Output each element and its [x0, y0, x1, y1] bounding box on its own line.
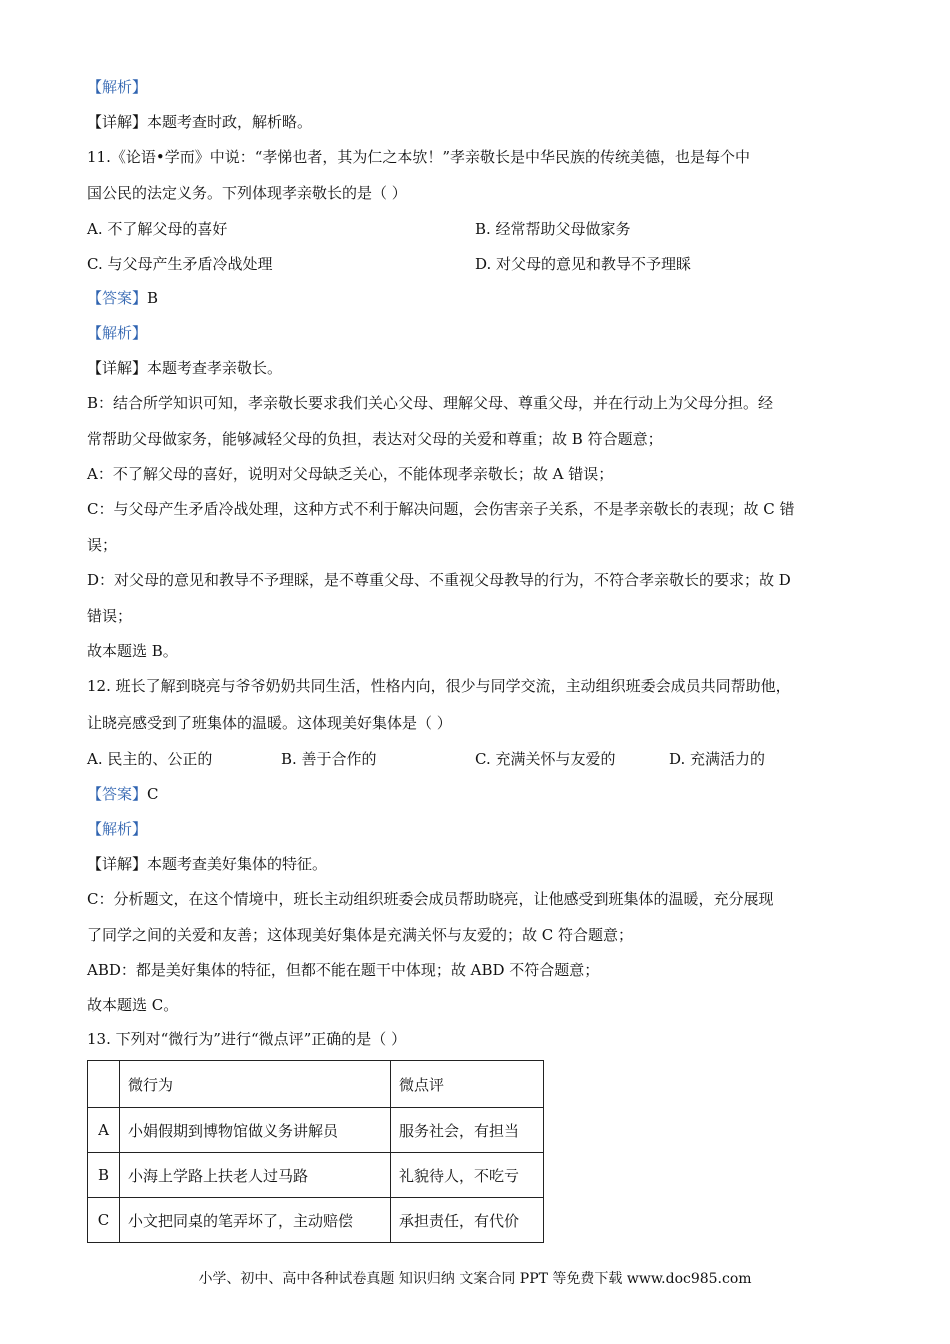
q12-explain-c-line1: C：分析题文，在这个情境中，班长主动组织班委会成员帮助晓亮，让他感受到班集体的温暖，充分展现: [87, 890, 774, 908]
q11-answer: [87, 287, 158, 309]
table-cell: 服务社会，有担当: [391, 1108, 544, 1153]
table-header-cell: 微点评: [391, 1061, 544, 1108]
q11-analysis-label: 【解析】: [87, 324, 148, 342]
table-row: [88, 1198, 544, 1243]
q11-stem-line2: 国公民的法定义务。下列体现孝亲敬长的是（ ）: [87, 184, 407, 202]
table-header-cell: [88, 1061, 120, 1108]
q11-answer-label: 【答案】: [87, 289, 148, 307]
q12-stem-line1: 12. 班长了解到晓亮与爷爷奶奶共同生活，性格内向，很少与同学交流，主动组织班委会成员共同帮助他，: [87, 677, 791, 695]
q13-table: [87, 1060, 544, 1243]
q11-option-d: D. 对父母的意见和教导不予理睬: [475, 255, 692, 273]
q11-option-c: C. 与父母产生矛盾冷战处理: [87, 255, 273, 273]
table-cell: A: [88, 1108, 120, 1153]
table-header-cell: 微行为: [120, 1061, 391, 1108]
table-header-row: [88, 1061, 544, 1108]
q12-explain-abd: ABD：都是美好集体的特征，但都不能在题干中体现；故 ABD 不符合题意；: [87, 961, 600, 979]
table-cell: 小娟假期到博物馆做义务讲解员: [120, 1108, 391, 1153]
q11-detail: 【详解】本题考查孝亲敬长。: [87, 359, 283, 377]
q11-explain-c-line2: 误；: [87, 536, 118, 554]
q12-explain-c-line2: 了同学之间的关爱和友善；这体现美好集体是充满关怀与友爱的；故 C 符合题意；: [87, 926, 634, 944]
q12-answer-label: 【答案】: [87, 785, 148, 803]
q11-option-b: B. 经常帮助父母做家务: [475, 220, 631, 238]
table-cell: 小海上学路上扶老人过马路: [120, 1153, 391, 1198]
q11-explain-b-line2: 常帮助父母做家务，能够减轻父母的负担，表达对父母的关爱和尊重；故 B 符合题意；: [87, 430, 663, 448]
table-row: [88, 1108, 544, 1153]
q12-detail: 【详解】本题考查美好集体的特征。: [87, 855, 328, 873]
table-cell: B: [88, 1153, 120, 1198]
q11-explain-a: A：不了解父母的喜好，说明对父母缺乏关心，不能体现孝亲敬长；故 A 错误；: [87, 465, 614, 483]
q11-conclusion: 故本题选 B。: [87, 642, 178, 660]
table-cell: C: [88, 1198, 120, 1243]
q11-stem-line1: 11.《论语•学而》中说：“孝悌也者，其为仁之本欤！”孝亲敬长是中华民族的传统美德，也是每个中: [87, 148, 751, 166]
q11-answer-value: B: [147, 289, 159, 307]
q10-detail: 【详解】本题考查时政，解析略。: [87, 113, 313, 131]
q12-option-b: B. 善于合作的: [281, 750, 377, 768]
q12-option-d: D. 充满活力的: [669, 750, 766, 768]
q11-explain-d-line1: D：对父母的意见和教导不予理睬，是不尊重父母、不重视父母教导的行为，不符合孝亲敬长的要求；故 D: [87, 571, 791, 589]
q10-analysis-label: 【解析】: [87, 78, 148, 96]
q11-explain-d-line2: 错误；: [87, 607, 133, 625]
q11-explain-c-line1: C：与父母产生矛盾冷战处理，这种方式不利于解决问题，会伤害亲子关系，不是孝亲敬长的表现；故 C 错: [87, 500, 795, 518]
q12-option-a: A. 民主的、公正的: [87, 750, 213, 768]
table-cell: 承担责任，有代价: [391, 1198, 544, 1243]
q13-stem: 13. 下列对“微行为”进行“微点评”正确的是（ ）: [87, 1030, 407, 1048]
table-row: [88, 1153, 544, 1198]
q11-option-a: A. 不了解父母的喜好: [87, 220, 228, 238]
q11-explain-b-line1: B：结合所学知识可知，孝亲敬长要求我们关心父母、理解父母、尊重父母，并在行动上为父母分担。经: [87, 394, 774, 412]
q12-stem-line2: 让晓亮感受到了班集体的温暖。这体现美好集体是（ ）: [87, 714, 452, 732]
q12-option-c: C. 充满关怀与友爱的: [475, 750, 616, 768]
q12-conclusion: 故本题选 C。: [87, 996, 179, 1014]
q12-analysis-label: 【解析】: [87, 820, 148, 838]
table-cell: 小文把同桌的笔弄坏了，主动赔偿: [120, 1198, 391, 1243]
table-cell: 礼貌待人，不吃亏: [391, 1153, 544, 1198]
q12-answer-value: C: [147, 785, 159, 803]
page-footer: 小学、初中、高中各种试卷真题 知识归纳 文案合同 PPT 等免费下载 www.doc985.com: [198, 1271, 752, 1287]
q12-answer: [87, 783, 159, 805]
